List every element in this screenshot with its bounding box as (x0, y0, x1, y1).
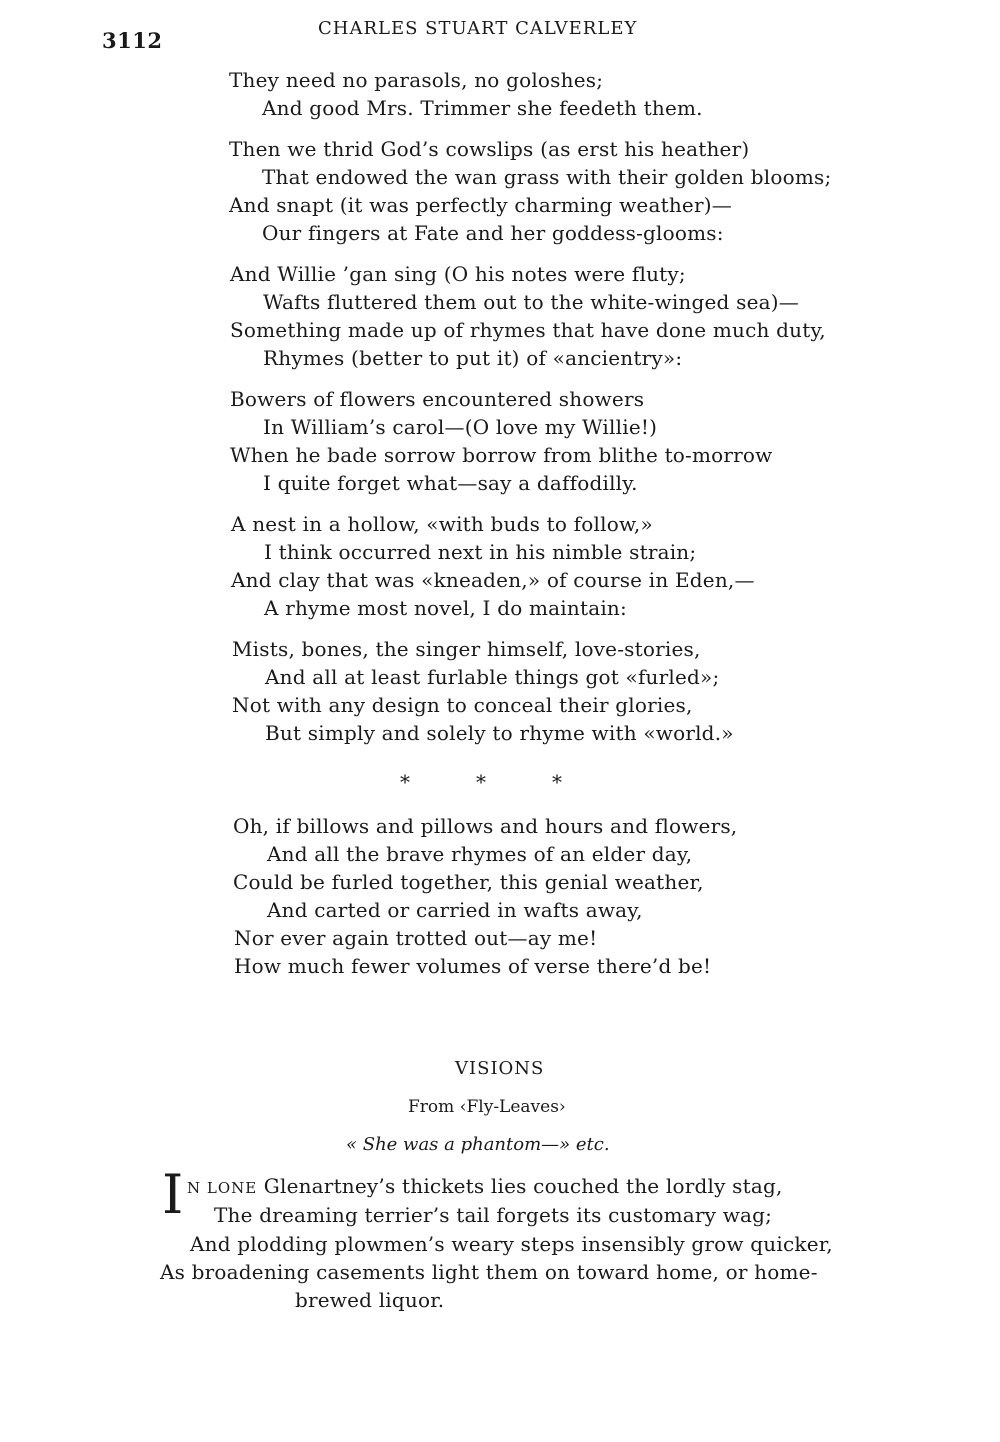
separator-star: * (400, 770, 410, 794)
poem-line: Our fingers at Fate and her goddess-glooms: (262, 221, 724, 245)
poem-line: When he bade sorrow borrow from blithe to-morrow (230, 443, 773, 467)
poem-line: As broadening casements light them on toward home, or home- (160, 1260, 818, 1284)
epigraph: « She was a phantom—» etc. (346, 1134, 610, 1155)
poem-line: Mists, bones, the singer himself, love-stories, (232, 637, 701, 661)
poem-line: Not with any design to conceal their glories, (232, 693, 693, 717)
poem-line: A nest in a hollow, «with buds to follow,» (231, 512, 653, 536)
source-note: From ‹Fly-Leaves› (408, 1097, 566, 1117)
page-number: 3112 (102, 28, 163, 53)
poem-line: Bowers of flowers encountered showers (230, 387, 645, 411)
separator-star: * (552, 770, 562, 794)
poem-line: Then we thrid God’s cowslips (as erst his heather) (229, 137, 750, 161)
poem-line: And snapt (it was perfectly charming weather)— (229, 193, 732, 217)
poem-line: Oh, if billows and pillows and hours and flowers, (233, 814, 738, 838)
poem-line: They need no parasols, no goloshes; (229, 68, 604, 92)
poem-line: Nor ever again trotted out—ay me! (234, 926, 598, 950)
poem-line: How much fewer volumes of verse there’d be! (234, 954, 712, 978)
poem-line: Wafts fluttered them out to the white-winged sea)— (263, 290, 799, 314)
poem-line: And clay that was «kneaden,» of course in Eden,— (231, 568, 755, 592)
poem-line (187, 1176, 783, 1196)
poem-line: And Willie ’gan sing (O his notes were fluty; (230, 262, 686, 286)
poem-line: Rhymes (better to put it) of «ancientry»: (263, 346, 683, 370)
poem-line: And carted or carried in wafts away, (267, 898, 643, 922)
poem-line: That endowed the wan grass with their golden blooms; (262, 165, 832, 189)
small-caps-opening: N LONE (187, 1179, 258, 1197)
separator-star: * (476, 770, 486, 794)
poem-line: And all at least furlable things got «furled»; (265, 665, 720, 689)
poem-line: In William’s carol—(O love my Willie!) (263, 415, 658, 439)
poem-line: A rhyme most novel, I do maintain: (264, 596, 627, 620)
poem-line: And plodding plowmen’s weary steps insensibly grow quicker, (190, 1232, 833, 1256)
line-text: Glenartney’s thickets lies couched the lordly stag, (263, 1174, 783, 1198)
poem-line: The dreaming terrier’s tail forgets its customary wag; (214, 1203, 773, 1227)
poem-line: brewed liquor. (295, 1288, 445, 1312)
poem-line: And good Mrs. Trimmer she feedeth them. (262, 96, 703, 120)
poem-line: But simply and solely to rhyme with «world.» (265, 721, 734, 745)
poem-line: And all the brave rhymes of an elder day, (267, 842, 693, 866)
poem-line: I think occurred next in his nimble strain; (264, 540, 697, 564)
drop-cap: I (162, 1163, 184, 1226)
poem-line: Could be furled together, this genial weather, (233, 870, 704, 894)
section-title: VISIONS (455, 1058, 545, 1079)
poem-line: Something made up of rhymes that have done much duty, (230, 318, 826, 342)
poem-line: I quite forget what—say a daffodilly. (263, 471, 638, 495)
running-head: CHARLES STUART CALVERLEY (318, 18, 638, 39)
